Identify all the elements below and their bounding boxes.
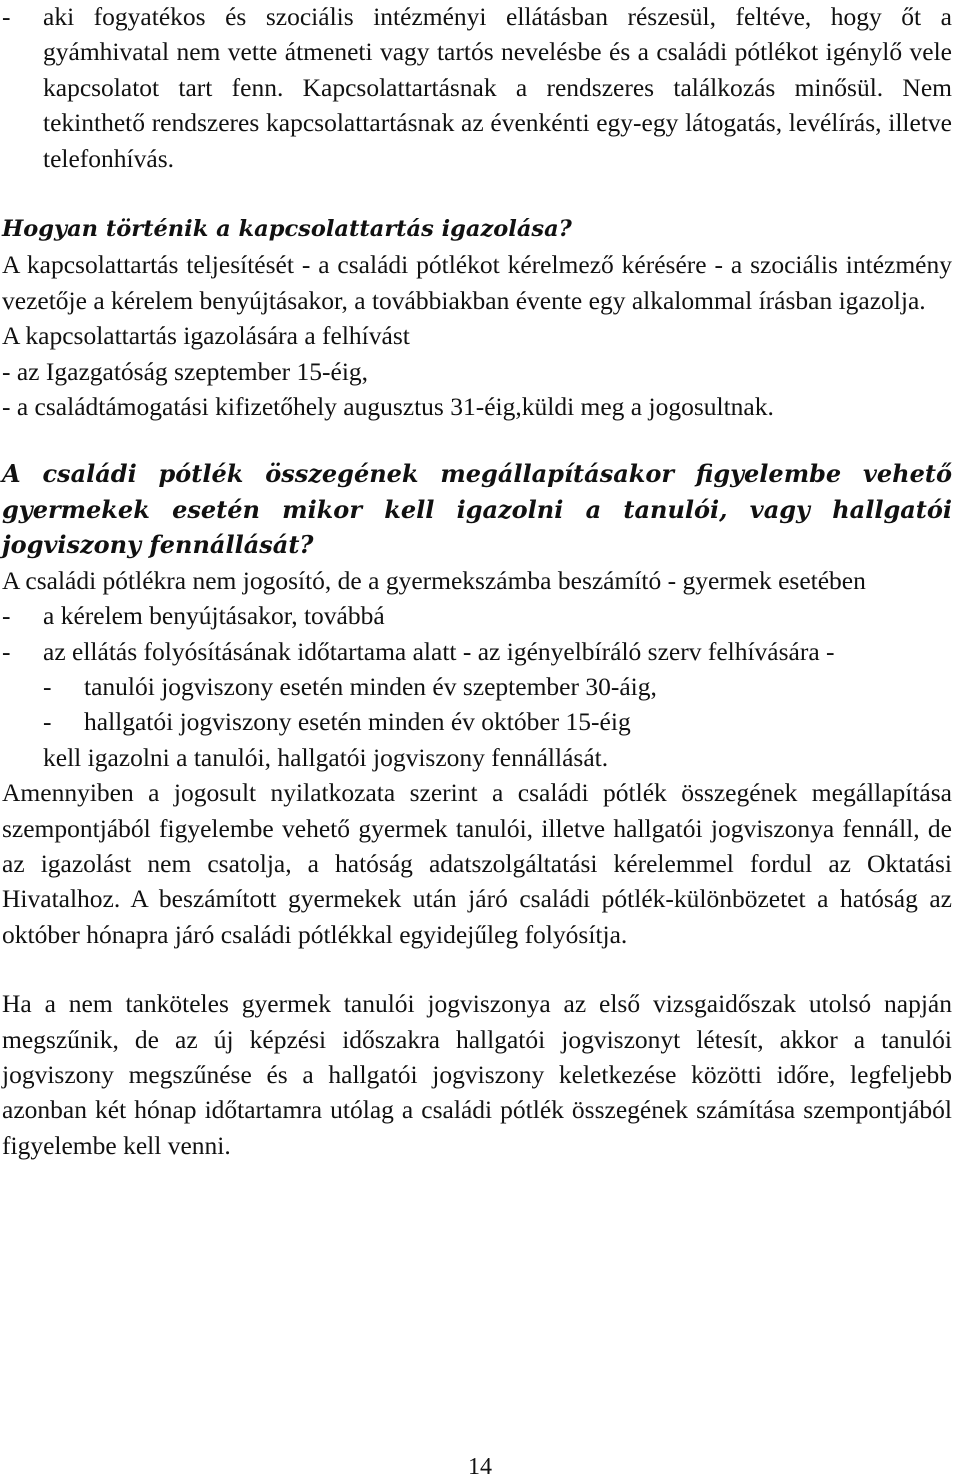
contact-verification-line: - az Igazgatóság szeptember 15-éig, xyxy=(2,356,369,386)
school-status-closing: kell igazolni a tanulói, hallgatói jogviszony fennállását. xyxy=(43,742,609,772)
sub-list-item xyxy=(2,669,952,704)
intro-item-text: aki fogyatékos és szociális intézményi ellátásban részesül, feltéve, hogy őt a gyámhivatal nem vette átmeneti vagy tartós nevelésbe és a családi pótlékot igénylő vele kapcsolatot tart fenn. Kapcsolattartásnak a rendszeres találkozás minősül. Nem tekinthető rendszeres kapcsolattartásnak az évenkénti egy-egy látogatás, levélírás, illetve telefonhívás. xyxy=(43,2,952,173)
document-page xyxy=(2,0,952,1163)
section-heading-contact-verification: Hogyan történik a kapcsolattartás igazolása? xyxy=(2,216,572,243)
school-status-paragraph: Ha a nem tanköteles gyermek tanulói jogviszonya az első vizsgaidőszak utolsó napján megszűnik, de az új képzési időszakra hallgatói jogviszonyt létesít, akkor a tanulói jogviszony megszűnése és a hallgatói jogviszony keletkezése közötti időre, legfeljebb azonban két hónap időtartamra utólag a családi pótlék összegének számítása szempontjából figyelembe kell venni. xyxy=(2,989,952,1160)
sub-list-item-text: tanulói jogviszony esetén minden év szeptember 30-áig, xyxy=(84,671,657,701)
contact-verification-paragraph: A kapcsolattartás teljesítését - a családi pótlékot kérelmező kérésére - a szociális intézmény vezetője a kérelem benyújtásakor, a továbbiakban évente egy alkalommal írásban igazolja. xyxy=(2,250,952,315)
list-dash: - xyxy=(2,636,11,666)
list-item xyxy=(2,598,952,633)
list-item-text: a kérelem benyújtásakor, továbbá xyxy=(43,601,385,631)
sub-list-item-text: hallgatói jogviszony esetén minden év október 15-éig xyxy=(84,707,631,737)
section-heading-school-status: A családi pótlék összegének megállapításakor figyelembe vehető gyermekek esetén mikor kell igazolni a tanulói, vagy hallgatói jogviszony fennállását? xyxy=(2,459,952,560)
list-item-text: az ellátás folyósításának időtartama alatt - az igényelbíráló szerv felhívására - xyxy=(43,636,835,666)
contact-verification-line: - a családtámogatási kifizetőhely augusztus 31-éig,küldi meg a jogosultnak. xyxy=(2,392,774,422)
sub-list-item xyxy=(2,704,952,739)
list-dash: - xyxy=(43,707,52,737)
school-status-intro: A családi pótlékra nem jogosító, de a gyermekszámba beszámító - gyermek esetében xyxy=(2,565,866,595)
intro-list-item xyxy=(2,0,952,176)
list-dash: - xyxy=(43,671,52,701)
list-item xyxy=(2,634,952,669)
page-number: 14 xyxy=(468,1454,492,1480)
school-status-paragraph: Amennyiben a jogosult nyilatkozata szerint a családi pótlék összegének megállapítása szempontjából figyelembe vehető gyermek tanulói, illetve hallgatói jogviszonya fennáll, de az igazolást nem csatolja, a hatóság adatszolgáltatási kérelemmel fordul az Oktatási Hivatalhoz. A beszámított gyermekek után járó családi pótlék-különbözetet a hatóság az október hónapra járó családi pótlékkal egyidejűleg folyósítja. xyxy=(2,778,952,949)
list-dash: - xyxy=(2,2,11,31)
list-dash: - xyxy=(2,601,11,631)
contact-verification-line: A kapcsolattartás igazolására a felhívást xyxy=(2,321,410,351)
